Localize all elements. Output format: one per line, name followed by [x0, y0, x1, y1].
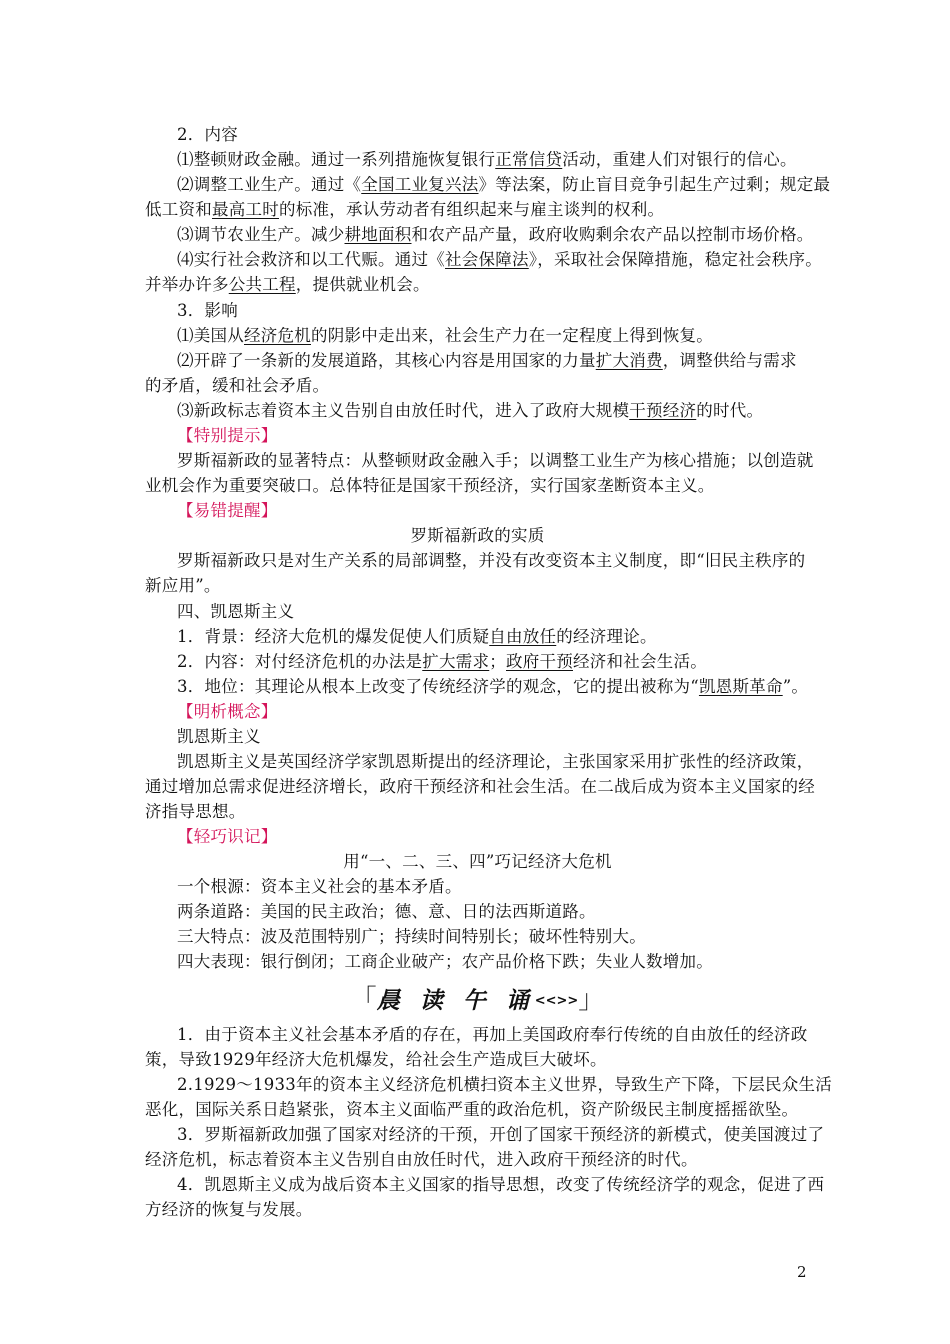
mnemonic-line: 两条道路：美国的民主政治；德、意、日的法西斯道路。	[177, 902, 596, 921]
content-item-1: ⑴整顿财政金融。通过一系列措施恢复银行正常信贷活动，重建人们对银行的信心。	[177, 150, 797, 169]
tip-tag: 【轻巧识记】	[177, 827, 278, 846]
content-item-4-cont: 并举办许多公共工程，提供就业机会。	[145, 275, 430, 294]
impact-item-3: ⑶新政标志着资本主义告别自由放任时代，进入了政府大规模干预经济的时代。	[177, 401, 764, 420]
tip-tag: 【明析概念】	[177, 702, 278, 721]
impact-item-2-cont: 的矛盾，缓和社会矛盾。	[145, 376, 330, 395]
tip-text: 新应用”。	[145, 576, 221, 595]
underlined-term: 耕地面积	[344, 225, 412, 244]
underlined-term: 扩大需求	[422, 652, 490, 671]
tip-text: 罗斯福新政只是对生产关系的局部调整，并没有改变资本主义制度，即“旧民主秩序的	[177, 551, 806, 570]
mnemonic-line: 四大表现：银行倒闭；工商企业破产；农产品价格下跌；失业人数增加。	[177, 952, 713, 971]
content-item-2-cont: 低工资和最高工时的标准，承认劳动者有组织起来与雇主谈判的权利。	[145, 200, 665, 219]
impact-item-1: ⑴美国从经济危机的阴影中走出来，社会生产力在一定程度上得到恢复。	[177, 326, 713, 345]
summary-item-cont: 经济危机，标志着资本主义告别自由放任时代，进入政府干预经济的时代。	[145, 1150, 698, 1169]
summary-item: 1．由于资本主义社会基本矛盾的存在，再加上美国政府奉行传统的自由放任的经济政	[177, 1025, 808, 1044]
page-number: 2	[797, 1263, 807, 1281]
banner-bracket-open: 「	[350, 985, 377, 1015]
underlined-term: 最高工时	[212, 200, 279, 219]
impact-item-2: ⑵开辟了一条新的发展道路，其核心内容是用国家的力量扩大消费，调整供给与需求	[177, 351, 797, 370]
tip-text: 业机会作为重要突破口。总体特征是国家干预经济，实行国家垄断资本主义。	[145, 476, 715, 495]
content-item-3: ⑶调节农业生产。减少耕地面积和农产品产量，政府收购剩余农产品以控制市场价格。	[177, 225, 814, 244]
summary-item-cont: 恶化，国际关系日趋紧张，资本主义面临严重的政治危机，资产阶级民主制度摇摇欲坠。	[145, 1100, 799, 1119]
underlined-term: 政府干预	[506, 652, 573, 671]
summary-item: 4．凯恩斯主义成为战后资本主义国家的指导思想，改变了传统经济学的观念，促进了西	[177, 1175, 825, 1194]
summary-item-cont: 方经济的恢复与发展。	[145, 1200, 313, 1219]
keynes-item-3: 3．地位：其理论从根本上改变了传统经济学的观念，它的提出被称为“凯恩斯革命”。	[177, 677, 809, 696]
underlined-term: 正常信贷	[495, 150, 563, 169]
banner-ornament-icon: <<>>	[534, 993, 579, 1009]
tip-title: 凯恩斯主义	[177, 727, 261, 746]
tip-text: 通过增加总需求促进经济增长，政府干预经济和社会生活。在二战后成为资本主义国家的经	[145, 777, 815, 796]
tip-text: 罗斯福新政的显著特点：从整顿财政金融入手；以调整工业生产为核心措施；以创造就	[177, 451, 814, 470]
underlined-term: 自由放任	[489, 627, 557, 646]
tip-text: 凯恩斯主义是英国经济学家凯恩斯提出的经济理论，主张国家采用扩张性的经济政策，	[177, 752, 814, 771]
tip-title: 用“一、二、三、四”巧记经济大危机	[343, 852, 612, 871]
keynes-item-1: 1．背景：经济大危机的爆发促使人们质疑自由放任的经济理论。	[177, 627, 657, 646]
tip-tag: 【特别提示】	[177, 426, 278, 445]
banner-bracket-close: 」	[578, 985, 605, 1015]
banner-title: 晨 读 午 诵	[376, 988, 535, 1014]
underlined-term: 凯恩斯革命	[698, 677, 783, 696]
tip-text: 济指导思想。	[145, 802, 246, 821]
tip-tag: 【易错提醒】	[177, 501, 278, 520]
underlined-term: 干预经济	[629, 401, 697, 420]
summary-item: 2.1929～1933年的资本主义经济危机横扫资本主义世界，导致生产下降，下层民众生活	[177, 1075, 832, 1094]
section-banner	[145, 983, 810, 1017]
underlined-term: 社会保障法	[445, 250, 529, 269]
underlined-term: 扩大消费	[595, 351, 663, 370]
section-heading: 四、凯恩斯主义	[177, 602, 295, 621]
mnemonic-line: 三大特点：波及范围特别广；持续时间特别长；破坏性特别大。	[177, 927, 646, 946]
section-heading: 2．内容	[177, 125, 238, 144]
summary-item-cont: 策，导致1929年经济大危机爆发，给社会生产造成巨大破坏。	[145, 1050, 607, 1069]
underlined-term: 全国工业复兴法	[361, 175, 479, 194]
mnemonic-line: 一个根源：资本主义社会的基本矛盾。	[177, 877, 462, 896]
content-item-2: ⑵调整工业生产。通过《全国工业复兴法》等法案，防止盲目竞争引起生产过剩；规定最	[177, 175, 831, 194]
tip-title: 罗斯福新政的实质	[410, 526, 545, 545]
summary-item: 3．罗斯福新政加强了国家对经济的干预，开创了国家干预经济的新模式，使美国渡过了	[177, 1125, 825, 1144]
underlined-term: 公共工程	[228, 275, 296, 294]
keynes-item-2: 2．内容：对付经济危机的办法是扩大需求；政府干预经济和社会生活。	[177, 652, 707, 671]
section-heading: 3．影响	[177, 301, 238, 320]
underlined-term: 经济危机	[244, 326, 311, 345]
content-item-4: ⑷实行社会救济和以工代赈。通过《社会保障法》，采取社会保障措施，稳定社会秩序。	[177, 250, 822, 269]
